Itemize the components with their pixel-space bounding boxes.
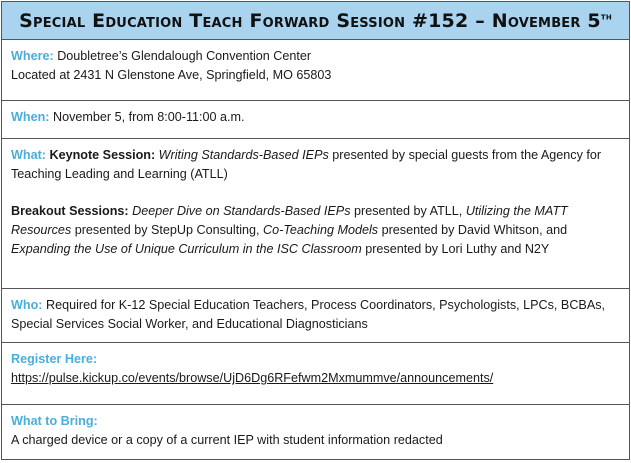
keynote-title: Writing Standards-Based IEPs	[158, 148, 329, 162]
where-row	[2, 40, 629, 101]
keynote-presenter: presented by special guests from the Agency for Teaching Leading and Learning (ATLL)	[11, 148, 602, 181]
breakout-label: Breakout Sessions:	[11, 204, 129, 218]
breakout-presenter-4: presented by Lori Luthy and N2Y	[365, 242, 550, 256]
what-label: What:	[11, 148, 46, 162]
what-row	[2, 139, 629, 289]
keynote-label: Keynote Session:	[49, 148, 156, 162]
register-row	[2, 343, 629, 405]
breakout-presenter-2: presented by StepUp Consulting,	[74, 223, 260, 237]
breakout-presenter-1: presented by ATLL,	[354, 204, 463, 218]
where-address: Located at 2431 N Glenstone Ave, Springfield, MO 65803	[11, 68, 332, 82]
who-text: Required for K-12 Special Education Teachers, Process Coordinators, Psychologists, LPCs, BCBAs, Special Services Social Worker, and Educational Diagnosticians	[11, 298, 606, 331]
where-venue: Doubletree’s Glendalough Convention Center	[57, 49, 312, 63]
breakout-title-1: Deeper Dive on Standards-Based IEPs	[132, 204, 351, 218]
breakout-title-4: Expanding the Use of Unique Curriculum in the ISC Classroom	[11, 242, 362, 256]
breakout-title-3: Co-Teaching Models	[263, 223, 379, 237]
title-superscript: th	[600, 11, 612, 23]
header-bar	[2, 2, 629, 40]
when-row	[2, 101, 629, 139]
page-title	[19, 10, 612, 32]
who-label: Who:	[11, 298, 43, 312]
where-label: Where:	[11, 49, 54, 63]
when-text: November 5, from 8:00-11:00 a.m.	[52, 110, 245, 124]
bring-row	[2, 405, 629, 459]
event-info-table	[1, 1, 630, 460]
paragraph-gap	[11, 184, 620, 202]
bring-label: What to Bring:	[11, 414, 98, 428]
when-label: When:	[11, 110, 50, 124]
who-row	[2, 289, 629, 343]
title-text: Special Education Teach Forward Session #152 – November 5	[19, 9, 601, 32]
breakout-presenter-3: presented by David Whitson, and	[381, 223, 568, 237]
breakout-title-2: Utilizing the MATT Resources	[11, 204, 568, 237]
bring-text: A charged device or a copy of a current IEP with student information redacted	[11, 433, 443, 447]
register-link[interactable]: https://pulse.kickup.co/events/browse/UjD6Dg6RFefwm2Mxmummve/announcements/	[11, 371, 494, 385]
register-label: Register Here:	[11, 352, 98, 366]
